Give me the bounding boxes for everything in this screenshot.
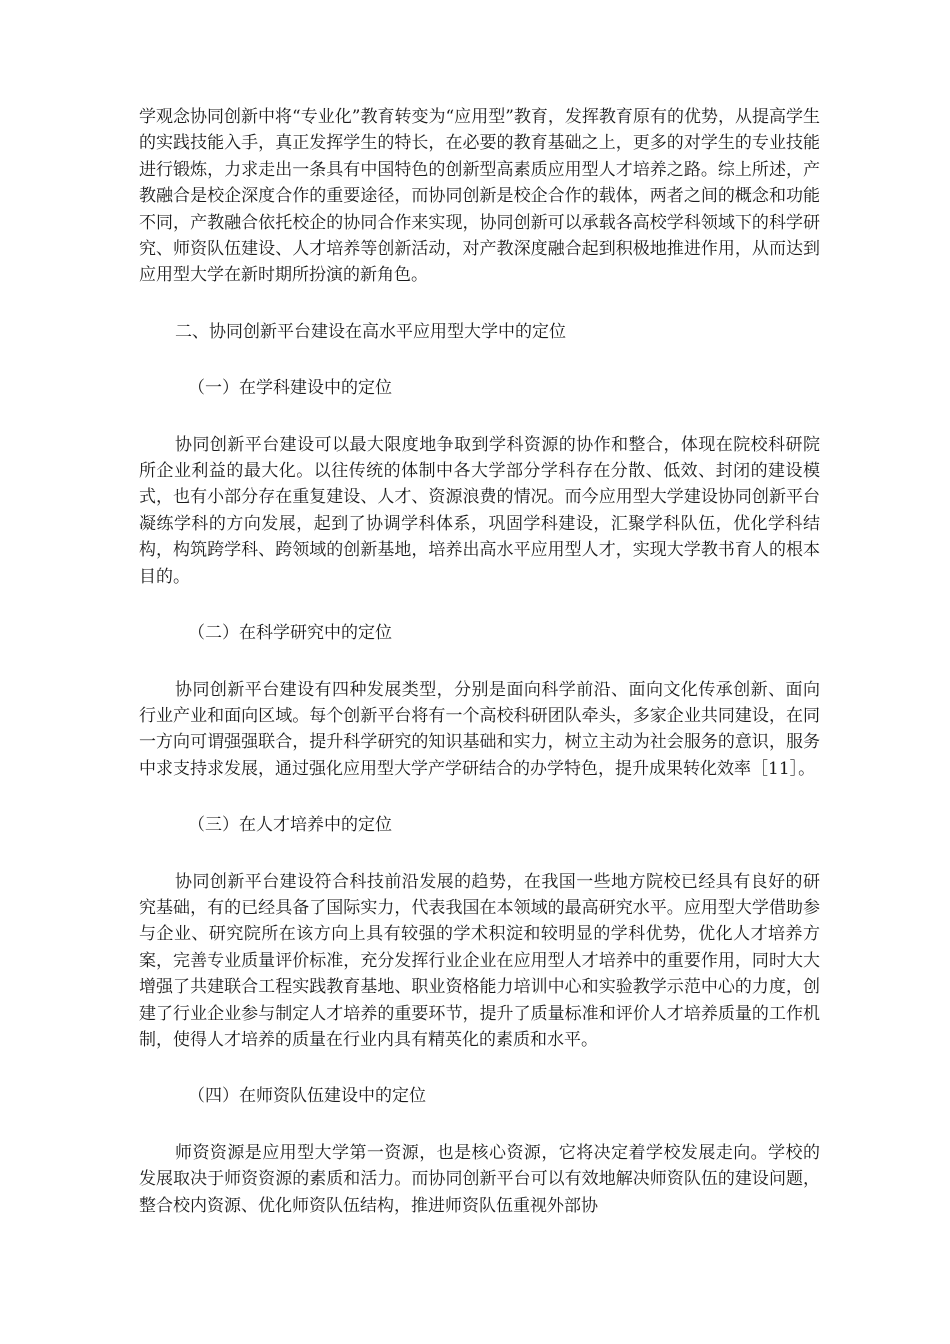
paragraph-intro: 学观念协同创新中将“专业化”教育转变为“应用型”教育，发挥教育原有的优势，从提高学生的实践技能入手，真正发挥学生的特长，在必要的教育基础之上，更多的对学生的专业技能进行锻炼，力求走出一条具有中国特色的创新型高素质应用型人才培养之路。综上所述，产教融合是校企深度合作的重要途径，而协同创新是校企合作的载体，两者之间的概念和功能不同，产教融合依托校企的协同合作来实现，协同创新可以承载各高校学科领域下的科学研究、师资队伍建设、人才培养等创新活动，对产教深度融合起到积极地推进作用，从而达到应用型大学在新时期所扮演的新角色。 (139, 107, 820, 286)
subsection-heading-4: （四）在师资队伍建设中的定位 (188, 1086, 426, 1107)
section-heading-2: 二、协同创新平台建设在高水平应用型大学中的定位 (175, 321, 566, 342)
subsection-heading-3: （三）在人才培养中的定位 (188, 815, 392, 836)
paragraph-faculty: 师资资源是应用型大学第一资源，也是核心资源，它将决定着学校发展走向。学校的发展取决于师资资源的素质和活力。而协同创新平台可以有效地解决师资队伍的建设问题，整合校内资源、优化师资队伍结构，推进师资队伍重视外部协 (139, 1142, 820, 1216)
paragraph-research: 协同创新平台建设有四种发展类型，分别是面向科学前沿、面向文化传承创新、面向行业产业和面向区域。每个创新平台将有一个高校科研团队牵头，多家企业共同建设，在同一方向可谓强强联合，提升科学研究的知识基础和实力，树立主动为社会服务的意识，服务中求支持求发展，通过强化应用型大学产学研结合的办学特色，提升成果转化效率［11］。 (139, 679, 820, 779)
subsection-heading-2: （二）在科学研究中的定位 (188, 623, 392, 644)
paragraph-discipline: 协同创新平台建设可以最大限度地争取到学科资源的协作和整合，体现在院校科研院所企业利益的最大化。以往传统的体制中各大学部分学科存在分散、低效、封闭的建设模式，也有小部分存在重复建设、人才、资源浪费的情况。而今应用型大学建设协同创新平台凝练学科的方向发展，起到了协调学科体系，巩固学科建设，汇聚学科队伍，优化学科结构，构筑跨学科、跨领域的创新基地，培养出高水平应用型人才，实现大学教书育人的根本目的。 (139, 434, 820, 587)
paragraph-talent: 协同创新平台建设符合科技前沿发展的趋势，在我国一些地方院校已经具有良好的研究基础，有的已经具备了国际实力，代表我国在本领域的最高研究水平。应用型大学借助参与企业、研究院所在该方向上具有较强的学术积淀和较明显的学科优势，优化人才培养方案，完善专业质量评价标准，充分发挥行业企业在应用型人才培养中的重要作用，同时大大增强了共建联合工程实践教育基地、职业资格能力培训中心和实验教学示范中心的力度，创建了行业企业参与制定人才培养的重要环节，提升了质量标准和评价人才培养质量的工作机制，使得人才培养的质量在行业内具有精英化的素质和水平。 (139, 871, 820, 1050)
subsection-heading-1: （一）在学科建设中的定位 (188, 378, 392, 399)
